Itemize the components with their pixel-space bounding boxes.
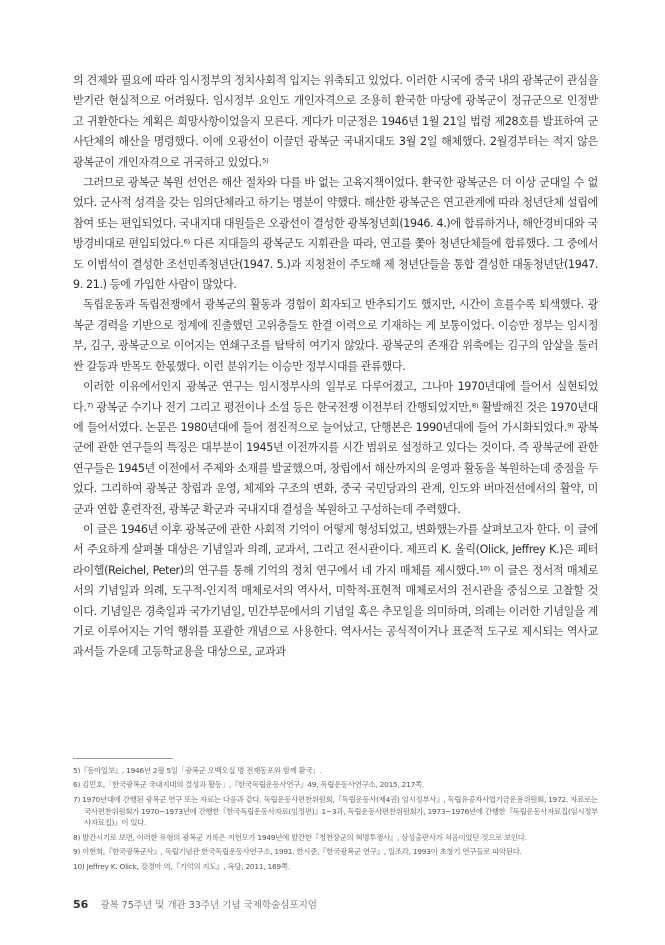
paragraph: 이 글은 1946년 이후 광복군에 관한 사회적 기억이 어떻게 형성되었고, 변화했는가를 살펴보고자 한다. 이 글에서 주요하게 살펴볼 대상은 기념일과 의례, 교과서, 그리고 전시관이다. 제프리 K. 올릭(Olick, Jeffrey K.)은 페터 라이헬(Reichel, Peter)의 연구를 통해 기억의 정치 연구에서 네 가지 매체를 제시했다.¹⁰⁾ 이 글은 정서적 매체로서의 기념일과 의례, 도구적-인지적 매체로서의 역사서, 미학적-표현적 매체로서의 전시관을 중심으로 고찰할 것이다. 기념일은 경축일과 국가기념일, 민간부문에서의 기념일 혹은 추모일을 의미하며, 의례는 이러한 기념일을 계기로 이루어지는 기억 행위를 포괄한 개념으로 사용한다. 역사서는 공식적이거나 표준적 도구로 제시되는 역사교과서들 가운데 고등학교용을 대상으로, 교과과 [73, 522, 598, 659]
body-text [73, 71, 598, 663]
paragraph: 독립운동과 독립전쟁에서 광복군의 활동과 경험이 회자되고 반추되기도 했지만, 시간이 흐를수록 퇴색했다. 광복군 경력을 기반으로 정계에 진출했던 고위층들도 한결 이력으로 기재하는 게 보통이었다. 이승만 정부는 임시정부, 김구, 광복군으로 이어지는 연쇄구조를 탐탁히 여기지 않았다. 광복군의 존재감 위축에는 김구의 암살을 둘러싼 갈등과 반목도 한몫했다. 이런 분위기는 이승만 정부시대를 관류했다. [73, 298, 598, 373]
footnote: 7) 1970년대에 간행된 광복군 연구 또는 자료는 다음과 같다. 독립운동사편찬위원회,『독립운동사(제4권) 임시정부사』, 독립유공자사업기금운용위원회, 1972. 자료로는 국사편찬위원회가 1970~1973년에 간행한『한국독립운동사자료(임정편)』1~3과, 독립운동사편찬위원회가, 1973~1976년에 간행한『독립운동사자료집(임시정부사자료집)』이 있다. [73, 794, 599, 828]
footnote: 6) 김민호,「한국광복군 국내지대의 결성과 활동」,『한국독립운동사연구』49, 독립운동사연구소, 2015, 217쪽. [73, 780, 425, 790]
page-footer [73, 897, 317, 911]
footnote: 9) 이현희,『한국광복군사』, 독립기념관 한국독립운동사연구소, 1991. 한시준,『한국광복군 연구』, 일조각, 1993이 초창기 연구들로 파악된다. [73, 847, 522, 857]
footnote: 8) 발간시기로 보면, 이러한 유형의 광복군 기록은 지헌모가 1949년에 발간한『청천장군의 혁명투쟁사』, 삼성출판사가 처음이었던 것으로 보인다. [73, 832, 527, 842]
paragraph: 이러한 이유에서인지 광복군 연구는 임시정부사의 일부로 다루어졌고, 그나마 1970년대에 들어서 실현되었다.⁷⁾ 광복군 수기나 전기 그리고 평전이나 소설 등은 한국전쟁 이전부터 간행되었지만,⁸⁾ 활발해진 것은 1970년대에 들어서였다. 논문은 1980년대에 들어 점진적으로 늘어났고, 단행본은 1990년대에 들어 가시화되었다.⁹⁾ 광복군에 관한 연구들의 특징은 대부분이 1945년 이전까지를 시간 범위로 설정하고 있다는 것이다. 즉 광복군에 관한 연구들은 1945년 이전에서 주제와 소재를 발굴했으며, 창립에서 해산까지의 운영과 활동을 복원하는데 중점을 두었다. 그리하여 광복군 창립과 운영, 체제와 구조의 변화, 중국 국민당과의 관계, 인도와 버마전선에서의 활약, 미군과 연합 훈련작전, 광복군 확군과 국내지대 결성을 복원하고 구성하는데 주력했다. [73, 380, 598, 516]
running-title: 광복 75주년 및 개관 33주년 기념 국제학술심포지엄 [100, 900, 317, 911]
page-number: 56 [73, 898, 89, 911]
footnote-divider [73, 758, 173, 759]
footnote: 5)『동아일보』, 1946년 2월 5일「광복군 오백오십 명 전재동포와 함께 환국」. [73, 766, 322, 775]
footnotes [73, 765, 598, 875]
paragraph: 의 견제와 필요에 따라 임시정부의 정치사회적 입지는 위축되고 있었다. 이러한 시국에 중국 내의 광복군이 관심을 받기란 현실적으로 어려웠다. 임시정부 요인도 개인자격으로 조용히 환국한 마당에 광복군이 정규군으로 인정받고 귀환한다는 계획은 희망사항이었을지 모른다. 게다가 미군정은 1946년 1월 21일 법령 제28호를 발표하여 군사단체의 해산을 명령했다. 이에 오광선이 이끌던 광복군 국내지대도 3월 2일 해체했다. 2월경부터는 적지 않은 광복군이 개인자격으로 귀국하고 있었다.⁵⁾ [73, 74, 598, 169]
footnote: 10) Jeffrey K. Olick, 강경아 역,『기억의 지도』, 옥당, 2011, 169쪽. [73, 861, 290, 871]
paragraph: 그러므로 광복군 복원 선언은 해산 절차와 다를 바 없는 고육지책이었다. 환국한 광복군은 더 이상 군대일 수 없었다. 군사적 성격을 갖는 임의단체라고 하기는 명분이 약했다. 해산한 광복군은 연고관계에 따라 청년단체 설립에 참여 또는 편입되었다. 국내지대 대원들은 오광선이 결성한 광복청년회(1946. 4.)에 합류하거나, 해안경비대와 국방경비대로 편입되었다.⁶⁾ 다른 지대들의 광복군도 지휘관을 따라, 연고를 쫓아 청년단체들에 합류했다. 그 중에서도 이범석이 결성한 조선민족청년단(1947. 5.)과 지청천이 주도해 제 청년단들을 통합 결성한 대동청년단(1947. 9. 21.) 등에 가입한 사람이 많았다. [73, 176, 598, 292]
